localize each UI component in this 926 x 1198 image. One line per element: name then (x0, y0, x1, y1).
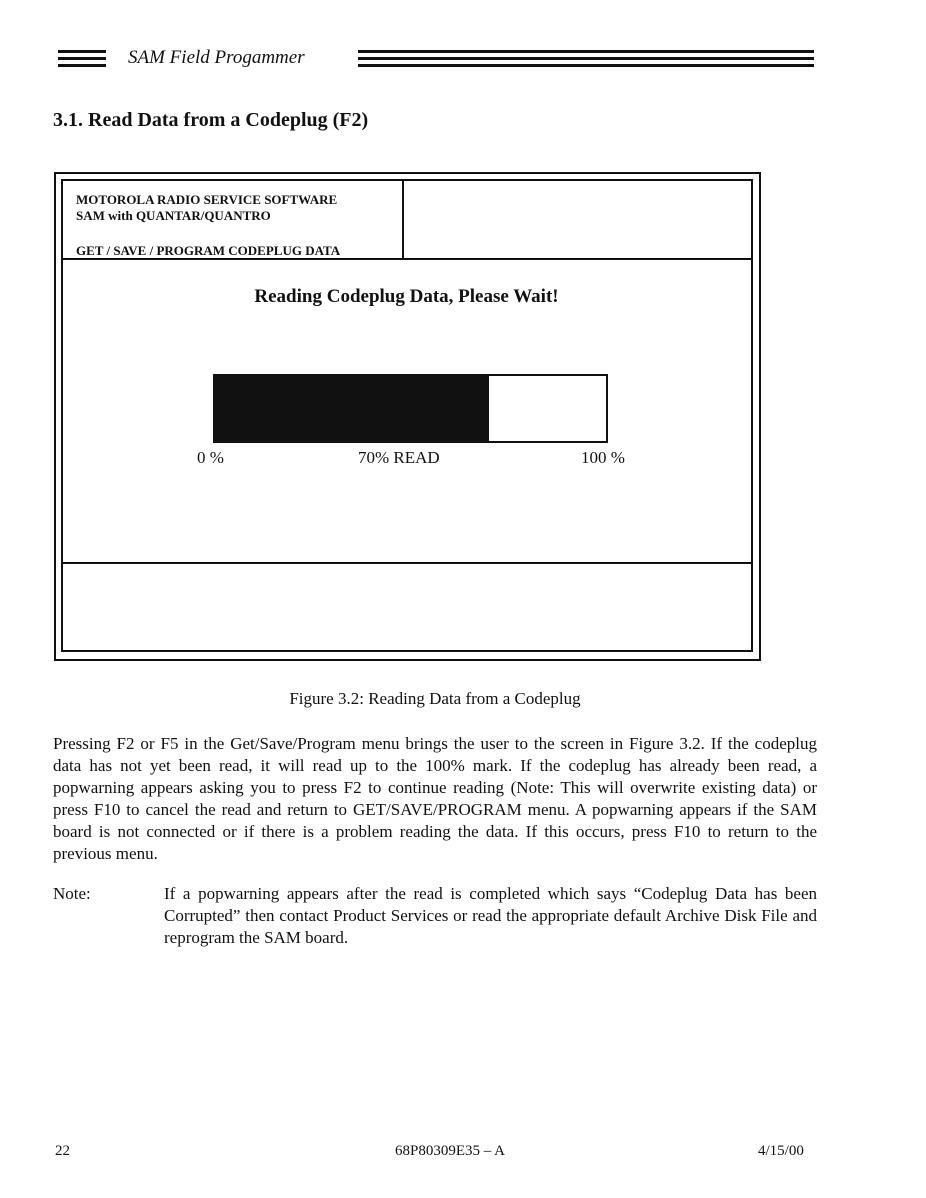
progress-end-label: 100 % (581, 448, 625, 467)
document-date: 4/15/00 (758, 1143, 804, 1159)
software-title: MOTOROLA RADIO SERVICE SOFTWARE (76, 192, 338, 207)
wait-message: Reading Codeplug Data, Please Wait! (254, 286, 559, 307)
figure-caption: Figure 3.2: Reading Data from a Codeplug (289, 689, 581, 708)
software-subtitle: SAM with QUANTAR/QUANTRO (76, 208, 271, 223)
header-rule-left (58, 50, 106, 67)
screen-menu-title: GET / SAVE / PROGRAM CODEPLUG DATA (76, 243, 341, 258)
body-paragraph: Pressing F2 or F5 in the Get/Save/Program menu brings the user to the screen in Figure 3.2. If the codeplug data has not yet been read, it will read up to the 100% mark. If the codeplug has already been read, a popwarning appears asking you to press F2 to continue reading (Note: This will overwrite existing data) or press F10 to cancel the read and return to GET/SAVE/PROGRAM menu. A popwarning appears if the SAM board is not connected or if there is a problem reading the data. If this occurs, press F10 to return to the previous menu. (53, 734, 817, 863)
header-rule-right (358, 50, 814, 67)
progress-bar (213, 374, 608, 443)
note-text: If a popwarning appears after the read is completed which says “Codeplug Data has been Corrupted” then contact Product Services or read the appropriate default Archive Disk File and reprogram the SAM board. (164, 884, 817, 947)
screen-header-divider-vertical (402, 180, 404, 259)
screen-footer-divider (62, 562, 751, 564)
progress-status-label: 70% READ (358, 448, 440, 467)
document-number: 68P80309E35 – A (395, 1143, 506, 1159)
page-number: 22 (55, 1143, 70, 1159)
note-label: Note: (53, 884, 91, 903)
section-heading: 3.1. Read Data from a Codeplug (F2) (53, 109, 369, 131)
running-header-title: SAM Field Progammer (128, 47, 305, 68)
progress-start-label: 0 % (197, 448, 224, 467)
progress-bar-fill (215, 376, 489, 441)
